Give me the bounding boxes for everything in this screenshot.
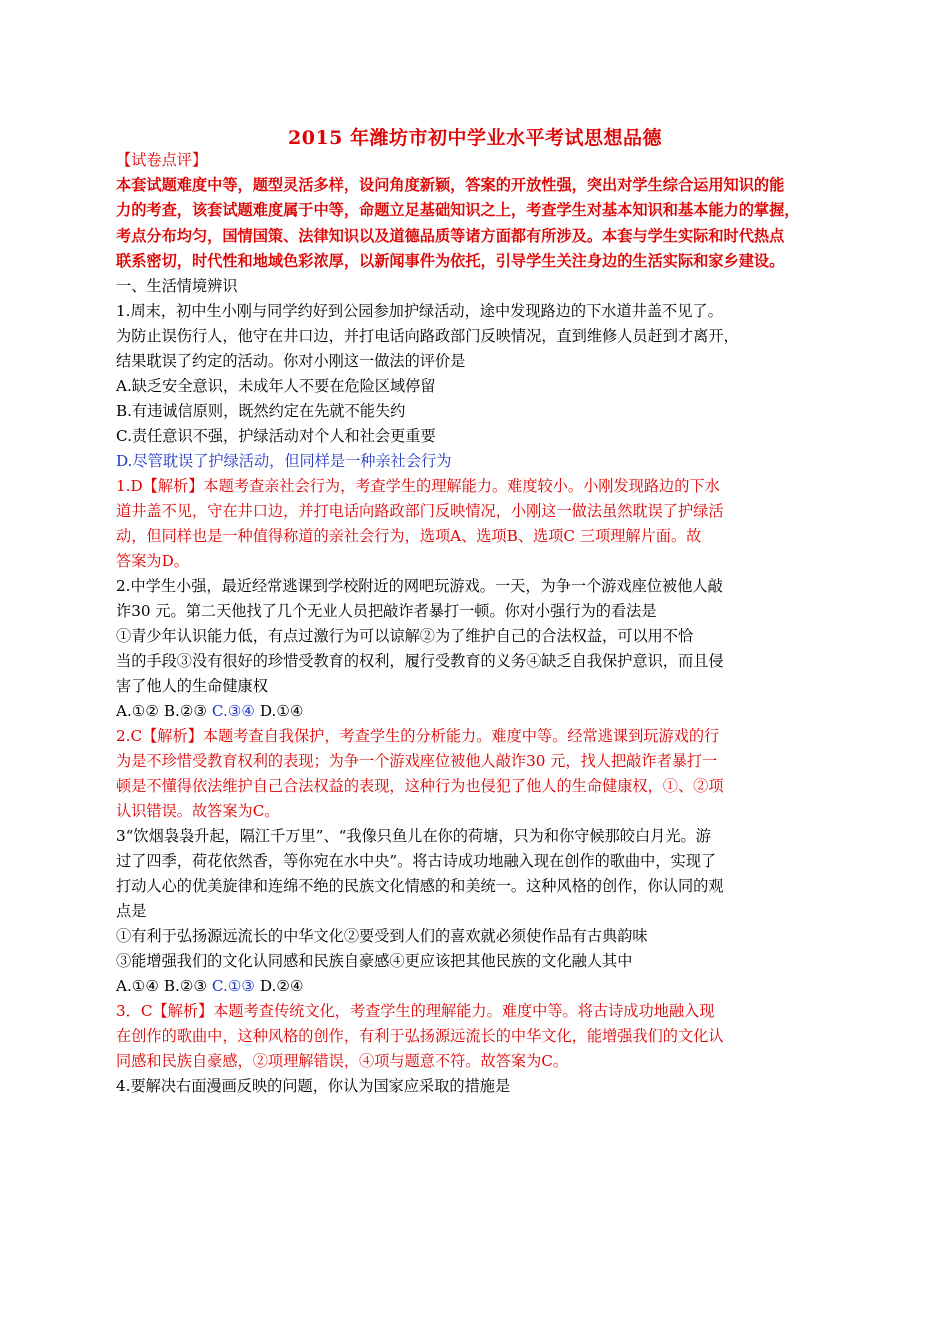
answer-option: C.③④ xyxy=(211,702,256,720)
analysis-line: 认识错误。故答案为C。 xyxy=(116,802,280,820)
options-prefix: A.①④ B.②③ xyxy=(116,977,212,995)
review-line: 本套试题难度中等，题型灵活多样，设问角度新颖，答案的开放性强，突出对学生综合运用知识的能 xyxy=(116,176,785,194)
analysis-line: 顿是不懂得依法维护自己合法权益的表现，这种行为也侵犯了他人的生命健康权，①、②项 xyxy=(116,777,724,795)
answer-option: C.①③ xyxy=(211,977,256,995)
question-text: 当的手段③没有很好的珍惜受教育的权利，履行受教育的义务④缺乏自我保护意识，而且侵 xyxy=(116,652,724,670)
question-text: 过了四季，荷花依然香，等你宛在水中央”。将古诗成功地融入现在创作的歌曲中，实现了 xyxy=(116,852,717,870)
option-a: A.缺乏安全意识，未成年人不要在危险区域停留 xyxy=(116,377,436,395)
question-text: 诈30 元。第二天他找了几个无业人员把敲诈者暴打一顿。你对小强行为的看法是 xyxy=(116,602,657,620)
question-text: ①有利于弘扬源远流长的中华文化②要受到人们的喜欢就必须使作品有古典韵味 xyxy=(116,927,648,945)
analysis-line: 道井盖不见，守在井口边，并打电话向路政部门反映情况，小刚这一做法虽然耽误了护绿活 xyxy=(116,502,724,520)
question-text: 2.中学生小强，最近经常逃课到学校附近的网吧玩游戏。一天，为争一个游戏座位被他人敲 xyxy=(116,577,723,595)
question-text: 点是 xyxy=(116,902,147,920)
question-text: 4.要解决右面漫画反映的问题，你认为国家应采取的措施是 xyxy=(116,1077,511,1095)
analysis-line: 为是不珍惜受教育权利的表现；为争一个游戏座位被他人敲诈30 元，找人把敲诈者暴打一 xyxy=(116,752,718,770)
document-title: 2015 年潍坊市初中学业水平考试思想品德 xyxy=(288,127,662,149)
analysis-line: 同感和民族自豪感，②项理解错误，④项与题意不符。故答案为C。 xyxy=(116,1052,569,1070)
question-text: ①青少年认识能力低，有点过激行为可以谅解②为了维护自己的合法权益，可以用不恰 xyxy=(116,627,694,645)
question-text: 3“饮烟袅袅升起，隔江千万里”、“我像只鱼儿在你的荷塘，只为和你守候那皎白月光。游 xyxy=(116,827,711,845)
review-heading: 【试卷点评】 xyxy=(116,151,208,169)
section-heading: 一、生活情境辨识 xyxy=(116,277,238,295)
analysis-line: 答案为D。 xyxy=(116,552,189,570)
options-prefix: A.①② B.②③ xyxy=(116,702,212,720)
review-line: 联系密切，时代性和地域色彩浓厚，以新闻事件为依托，引导学生关注身边的生活实际和家乡建设。 xyxy=(116,252,785,270)
review-line: 力的考查，该套试题难度属于中等，命题立足基础知识之上，考查学生对基本知识和基本能力的掌握， xyxy=(116,201,800,219)
analysis-line: 2.C【解析】本题考查自我保护，考查学生的分析能力。难度中等。经常逃课到玩游戏的行 xyxy=(116,727,720,745)
analysis-line: 动，但同样也是一种值得称道的亲社会行为，选项A、选项B、选项C 三项理解片面。故 xyxy=(116,527,702,545)
analysis-line: 在创作的歌曲中，这种风格的创作，有利于弘扬源远流长的中华文化，能增强我们的文化认 xyxy=(116,1027,724,1045)
option-b: B.有违诚信原则，既然约定在先就不能失约 xyxy=(116,402,406,420)
analysis-line: 1.D【解析】本题考查亲社会行为，考查学生的理解能力。难度较小。小刚发现路边的下水 xyxy=(116,477,720,495)
question-text: 1.周末，初中生小刚与同学约好到公园参加护绿活动，途中发现路边的下水道井盖不见了。 xyxy=(116,302,723,320)
option-d-answer: D.尽管耽误了护绿活动，但同样是一种亲社会行为 xyxy=(116,452,452,470)
options-line xyxy=(116,701,304,721)
option-c: C.责任意识不强，护绿活动对个人和社会更重要 xyxy=(116,427,436,445)
question-text: ③能增强我们的文化认同感和民族自豪感④更应该把其他民族的文化融人其中 xyxy=(116,952,633,970)
options-line xyxy=(116,976,304,996)
question-text: 害了他人的生命健康权 xyxy=(116,677,268,695)
review-line: 考点分布均匀，国情国策、法律知识以及道德品质等诸方面都有所涉及。本套与学生实际和时代热点 xyxy=(116,227,785,245)
question-text: 为防止误伤行人，他守在井口边，并打电话向路政部门反映情况，直到维修人员赶到才离开， xyxy=(116,327,739,345)
question-text: 打动人心的优美旋律和连绵不绝的民族文化情感的和美统一。这种风格的创作，你认同的观 xyxy=(116,877,724,895)
options-suffix: D.②④ xyxy=(255,977,304,995)
analysis-line: 3．C【解析】本题考查传统文化，考查学生的理解能力。难度中等。将古诗成功地融入现 xyxy=(116,1002,715,1020)
question-text: 结果耽误了约定的活动。你对小刚这一做法的评价是 xyxy=(116,352,466,370)
options-suffix: D.①④ xyxy=(255,702,304,720)
